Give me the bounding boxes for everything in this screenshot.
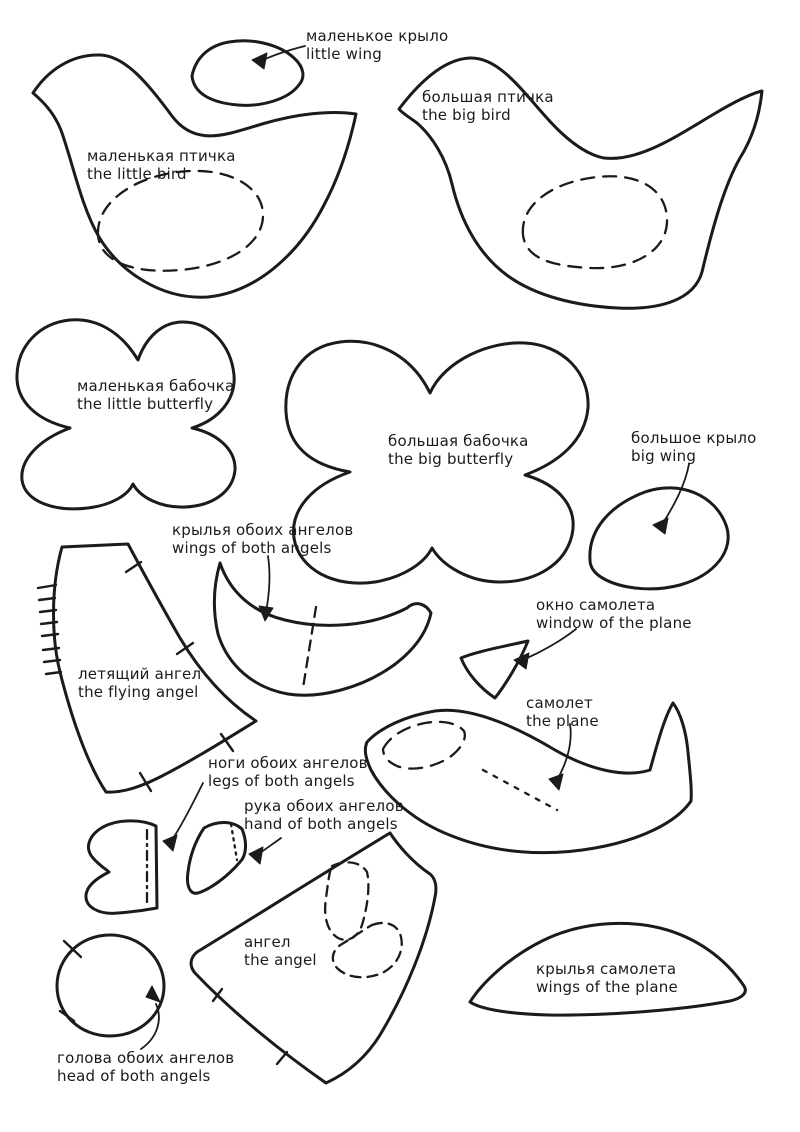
label-plane-window-ru: окно самолета: [536, 596, 656, 614]
label-plane-ru: самолет: [526, 694, 593, 712]
arrowhead-angel-hand-icon: [249, 847, 263, 864]
label-angel-head-ru: голова обоих ангелов: [57, 1049, 235, 1067]
label-angel-legs-ru: ноги обоих ангелов: [208, 754, 368, 772]
label-angel-hand-en: hand of both angels: [244, 815, 398, 834]
little-butterfly-outline: [17, 320, 235, 509]
label-little-butterfly-ru: маленькая бабочка: [77, 377, 235, 395]
angel-wings-outline: [214, 563, 431, 695]
angel-hand-piece: [187, 823, 245, 894]
little-bird-wing-placement: [98, 171, 263, 271]
arrowhead-angel-wings-icon: [259, 606, 273, 621]
label-plane: [526, 694, 599, 731]
plane-seam-dots: [483, 770, 557, 810]
label-angel-legs-en: legs of both angels: [208, 772, 355, 791]
arrowhead-plane-icon: [549, 774, 563, 790]
big-bird-wing-placement: [523, 176, 667, 268]
arrowhead-big-wing-icon: [653, 518, 668, 534]
label-angel-hand-ru: рука обоих ангелов: [244, 797, 404, 815]
label-little-bird-ru: маленькая птичка: [87, 147, 236, 165]
arrowhead-little-wing-icon: [252, 53, 267, 69]
little-butterfly-piece: [17, 320, 235, 509]
label-angel-legs: [208, 754, 368, 791]
label-angel-head-en: head of both angels: [57, 1067, 211, 1086]
label-big-bird-en: the big bird: [422, 106, 511, 125]
label-angel-wings-ru: крылья обоих ангелов: [172, 521, 354, 539]
angel-placement-mark-2: [333, 923, 402, 977]
label-angel-en: the angel: [244, 951, 317, 970]
label-little-wing-ru: маленькое крыло: [306, 27, 449, 45]
label-big-butterfly-ru: большая бабочка: [388, 432, 529, 450]
label-little-butterfly: [77, 377, 234, 414]
angel-hand-outline: [187, 823, 245, 894]
label-flying-angel: [78, 665, 201, 702]
label-plane-en: the plane: [526, 712, 599, 731]
label-little-wing-en: little wing: [306, 45, 382, 64]
arrow-angel-legs: [172, 783, 203, 840]
angel-hand-fold-line: [231, 824, 237, 860]
label-plane-wings-ru: крылья самолета: [536, 960, 677, 978]
label-flying-angel-en: the flying angel: [78, 683, 199, 702]
angel-wings-fold-line: [303, 607, 316, 688]
arrow-little-wing: [263, 46, 305, 60]
arrow-angel-wings: [266, 556, 269, 612]
plane-window-outline: [461, 641, 528, 698]
label-plane-window-en: window of the plane: [536, 614, 692, 633]
arrowhead-angel-legs-icon: [163, 835, 177, 851]
label-angel-wings-en: wings of both angels: [172, 539, 332, 558]
label-big-bird: [422, 88, 554, 125]
plane-wing-placement: [383, 722, 465, 769]
arrow-plane-window: [525, 629, 576, 659]
label-plane-wings: [536, 960, 678, 997]
label-plane-wings-en: wings of the plane: [536, 978, 678, 997]
label-big-butterfly-en: the big butterfly: [388, 450, 514, 469]
label-big-wing-ru: большое крыло: [631, 429, 757, 447]
label-flying-angel-ru: летящий ангел: [78, 665, 202, 683]
label-little-bird-en: the little bird: [87, 165, 187, 184]
label-big-wing-en: big wing: [631, 447, 697, 466]
label-angel-wings: [172, 521, 353, 558]
label-plane-window: [536, 596, 692, 633]
label-little-bird: [87, 147, 236, 184]
label-big-butterfly: [388, 432, 529, 469]
angel-legs-piece: [86, 821, 157, 913]
label-angel-ru: ангел: [244, 933, 291, 951]
big-wing-piece: [590, 488, 728, 589]
angel-placement-mark-1: [325, 862, 368, 939]
plane-window-piece: [461, 641, 528, 698]
angel-head-piece: [57, 935, 164, 1036]
angel-wings-piece: [214, 563, 431, 695]
label-little-butterfly-en: the little butterfly: [77, 395, 214, 414]
big-wing-outline: [590, 488, 728, 589]
label-big-wing: [631, 429, 757, 466]
label-angel: [244, 933, 317, 970]
label-angel-head: [57, 1049, 234, 1086]
label-big-bird-ru: большая птичка: [422, 88, 554, 106]
label-angel-hand: [244, 797, 404, 834]
arrowhead-angel-head-icon: [146, 986, 160, 1002]
arrow-big-wing: [663, 464, 689, 523]
label-little-wing: [306, 27, 448, 64]
